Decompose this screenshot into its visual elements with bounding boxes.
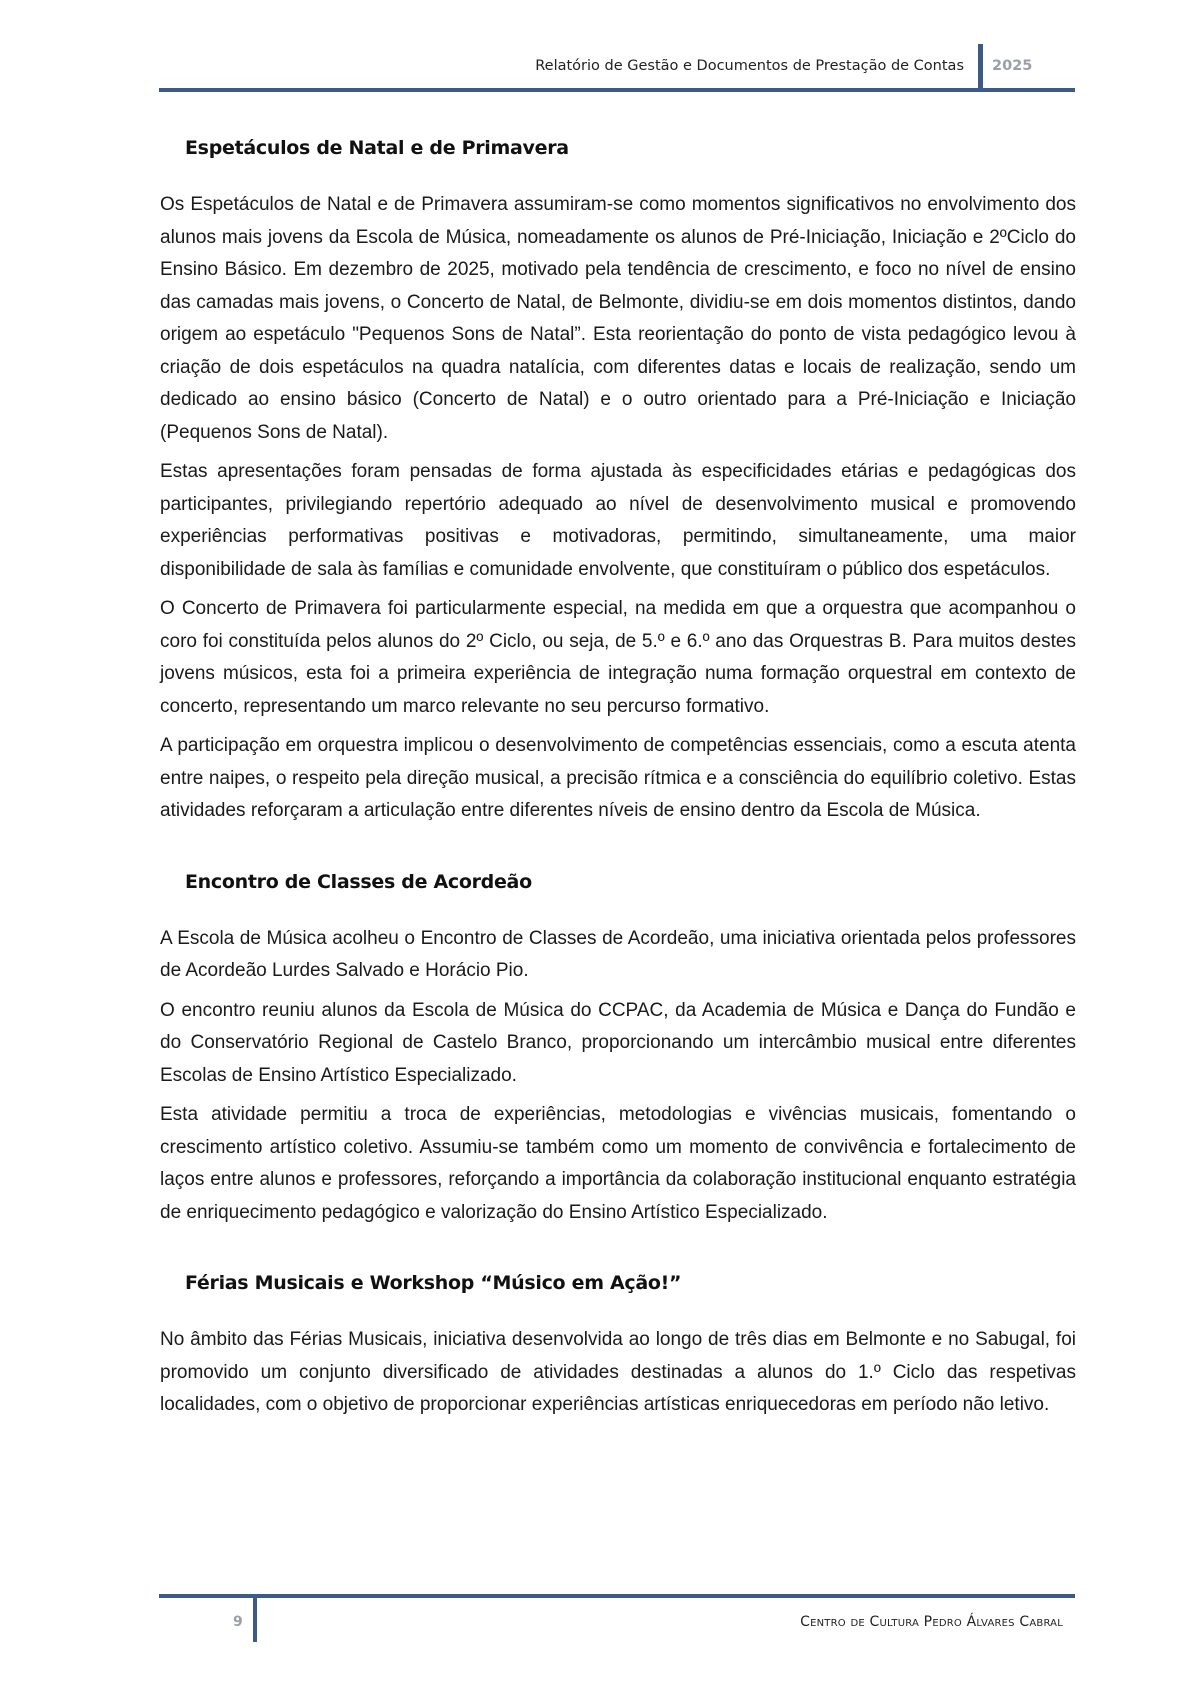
header-rule — [159, 88, 1075, 92]
paragraph: Esta atividade permitiu a troca de experiências, metodologias e vivências musicais, fomentando o crescimento artístico coletivo. Assumiu-se também como um momento de convivência e fortalecimento de laços entre alunos e professores, reforçando a importância da colaboração institucional enquanto estratégia de enriquecimento pedagógico e valorização do Ensino Artístico Especializado. — [160, 1104, 1076, 1223]
page-number: 9 — [233, 1614, 243, 1630]
paragraph: A participação em orquestra implicou o desenvolvimento de competências essenciais, como a escuta atenta entre naipes, o respeito pela direção musical, a precisão rítmica e a consciência do equilíbrio coletivo. Estas atividades reforçaram a articulação entre diferentes níveis de ensino dentro da Escola de Música. — [160, 735, 1076, 821]
paragraph: No âmbito das Férias Musicais, iniciativa desenvolvida ao longo de três dias em Belmonte e no Sabugal, foi promovido um conjunto diversificado de atividades destinadas a alunos do 1.º Ciclo das respetivas localidades, com o objetivo de proporcionar experiências artísticas enriquecedoras em período não letivo. — [160, 1329, 1076, 1415]
paragraph: A Escola de Música acolheu o Encontro de Classes de Acordeão, uma iniciativa orientada pelos professores de Acordeão Lurdes Salvado e Horácio Pio. — [160, 927, 1076, 981]
page-body — [160, 128, 1076, 1429]
paragraph: O encontro reuniu alunos da Escola de Música do CCPAC, da Academia de Música e Dança do Fundão e do Conservatório Regional de Castelo Branco, proporcionando um intercâmbio musical entre diferentes Escolas de Ensino Artístico Especializado. — [160, 999, 1076, 1086]
paragraph: Estas apresentações foram pensadas de forma ajustada às especificidades etárias e pedagógicas dos participantes, privilegiando repertório adequado ao nível de desenvolvimento musical e promovendo experiências performativas positivas e motivadoras, permitindo, simultaneamente, uma maior disponibilidade de sala às famílias e comunidade envolvente, que constituíram o público dos espetáculos. — [160, 461, 1076, 580]
organization-name: Centro de Cultura Pedro Álvares Cabral — [800, 1614, 1063, 1630]
paragraph: O Concerto de Primavera foi particularmente especial, na medida em que a orquestra que acompanhou o coro foi constituída pelos alunos do 2º Ciclo, ou seja, de 5.º e 6.º ano das Orquestras B. Para muitos destes jovens músicos, esta foi a primeira experiência de integração numa formação orquestral em contexto de concerto, representando um marco relevante no seu percurso formativo. — [160, 598, 1076, 717]
header-divider — [978, 44, 983, 90]
section-heading-acordeao: Encontro de Classes de Acordeão — [185, 870, 532, 893]
document-year: 2025 — [992, 58, 1033, 74]
section-heading-espetaculos: Espetáculos de Natal e de Primavera — [185, 137, 569, 159]
paragraph: Os Espetáculos de Natal e de Primavera assumiram-se como momentos significativos no envolvimento dos alunos mais jovens da Escola de Música, nomeadamente os alunos de Pré-Iniciação, Iniciação e 2ºCiclo do Ensino Básico. Em dezembro de 2025, motivado pela tendência de crescimento, e foco no nível de ensino das camadas mais jovens, o Concerto de Natal, de Belmonte, dividiu-se em dois momentos distintos, dando origem ao espetáculo "Pequenos Sons de Natal”. Esta reorientação do ponto de vista pedagógico levou à criação de dois espetáculos na quadra natalícia, com diferentes datas e locais de realização, sendo um dedicado ao ensino básico (Concerto de Natal) e o outro orientado para a Pré-Iniciação e Iniciação (Pequenos Sons de Natal). — [160, 194, 1076, 443]
footer-divider — [253, 1598, 257, 1642]
footer-rule — [159, 1594, 1075, 1598]
document-title: Relatório de Gestão e Documentos de Prestação de Contas — [535, 58, 964, 74]
section-heading-ferias-musicais: Férias Musicais e Workshop “Músico em Ação!” — [185, 1272, 682, 1294]
